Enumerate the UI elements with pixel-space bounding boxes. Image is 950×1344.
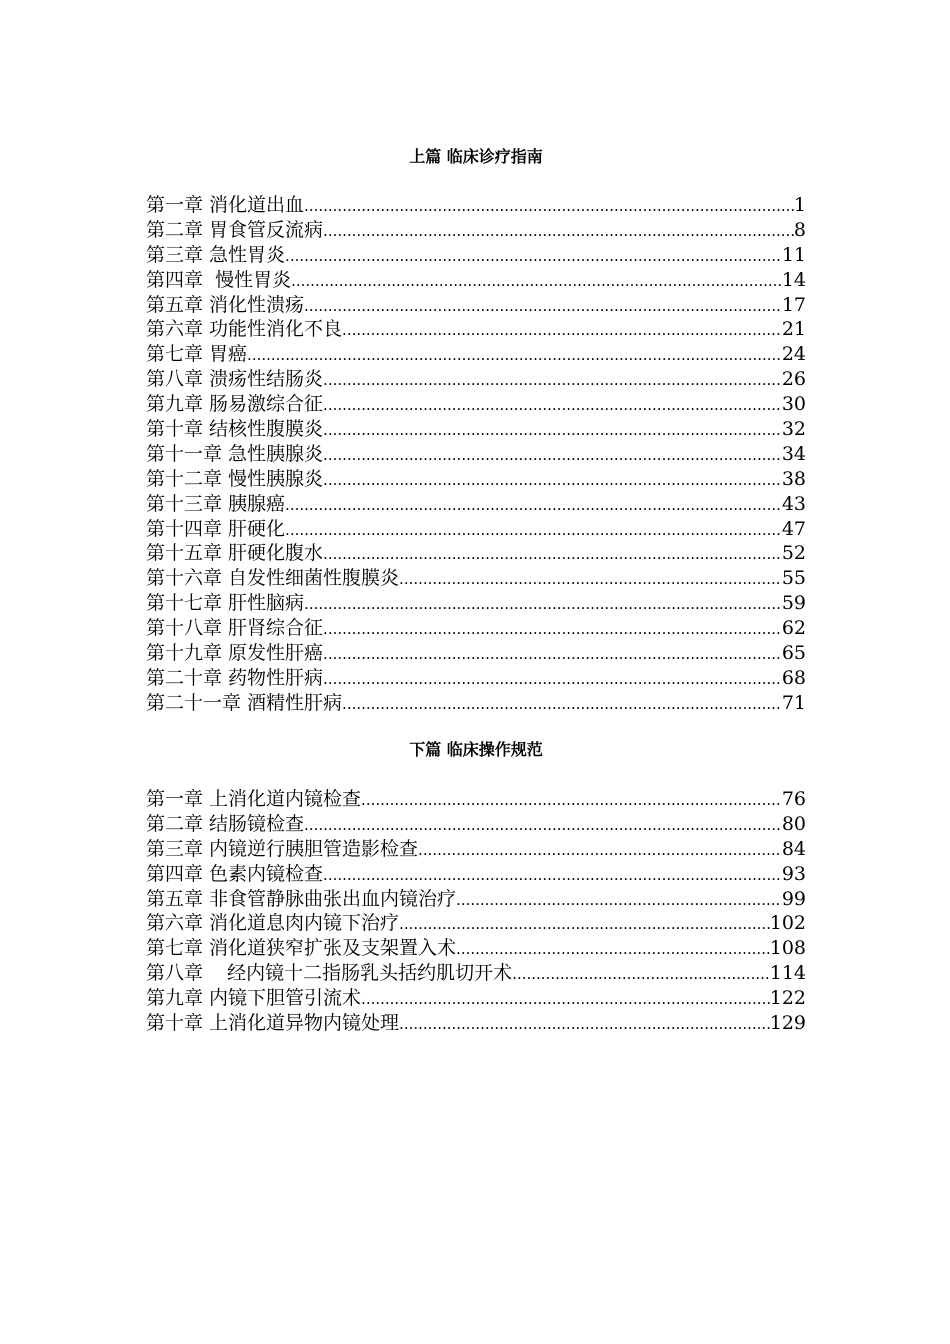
dot-leader [291, 269, 782, 294]
toc-entry-title: 第五章 非食管静脉曲张出血内镜治疗 [146, 887, 457, 910]
toc-entry-page: 59 [781, 592, 806, 615]
toc-entry[interactable] [146, 517, 806, 542]
toc-entry-title: 第十章 结核性腹膜炎 [146, 418, 324, 441]
toc-entry-title: 第三章 急性胃炎 [146, 243, 286, 266]
dot-leader [361, 788, 782, 813]
toc-entry-title: 第九章 肠易激综合征 [146, 393, 324, 416]
toc-entry-title: 第一章 上消化道内镜检查 [146, 788, 362, 810]
toc-entry[interactable] [146, 317, 806, 342]
dot-leader [512, 962, 770, 987]
toc-entry[interactable] [146, 367, 806, 392]
toc-entry-page: 34 [781, 442, 806, 465]
dot-leader [323, 863, 782, 888]
toc-entry-page: 99 [781, 887, 806, 910]
toc-entry[interactable] [146, 218, 806, 243]
toc-entry-title: 第八章 经内镜十二指肠乳头括约肌切开术 [146, 962, 513, 985]
dot-leader [456, 888, 782, 913]
toc-entry[interactable] [146, 641, 806, 666]
toc-entry-title: 第十二章 慢性胰腺炎 [146, 467, 324, 490]
toc-entry-page: 24 [781, 343, 806, 366]
toc-entry-page: 26 [781, 368, 806, 391]
toc-entry-page: 76 [781, 788, 806, 810]
toc-entry[interactable] [146, 666, 806, 691]
dot-leader [304, 194, 794, 219]
toc-entry[interactable] [146, 293, 806, 318]
toc-entry[interactable] [146, 541, 806, 566]
toc-list [146, 193, 806, 716]
toc-entry-page: 14 [781, 268, 806, 291]
toc-entry[interactable] [146, 691, 806, 716]
dot-leader [342, 318, 782, 343]
toc-entry[interactable] [146, 392, 806, 417]
toc-entry-page: 11 [781, 243, 806, 266]
toc-entry-title: 第十一章 急性胰腺炎 [146, 442, 324, 465]
dot-leader [304, 294, 782, 319]
toc-entry-page: 84 [781, 837, 806, 860]
dot-leader [285, 244, 782, 269]
toc-entry-page: 38 [781, 467, 806, 490]
dot-leader [304, 813, 782, 838]
toc-entry-title: 第五章 消化性溃疡 [146, 293, 305, 316]
toc-entry-title: 第三章 内镜逆行胰胆管造影检查 [146, 837, 419, 860]
toc-entry[interactable] [146, 566, 806, 591]
dot-leader [399, 567, 782, 592]
toc-entry-title: 第十五章 肝硬化腹水 [146, 542, 324, 565]
dot-leader [323, 393, 782, 418]
dot-leader [323, 219, 794, 244]
toc-entry-title: 第二十章 药物性肝病 [146, 666, 324, 689]
dot-leader [399, 912, 770, 937]
dot-leader [323, 468, 782, 493]
toc-entry-page: 129 [769, 1012, 806, 1035]
toc-entry[interactable] [146, 837, 806, 862]
section-heading: 上篇 临床诊疗指南 [409, 147, 543, 166]
toc-entry[interactable] [146, 911, 806, 936]
toc-entry-title: 第四章 色素内镜检查 [146, 862, 324, 885]
toc-entry-page: 102 [769, 912, 806, 935]
dot-leader [342, 692, 782, 717]
toc-section-clinical-guidelines [146, 147, 806, 716]
dot-leader [323, 542, 782, 567]
toc-entry-page: 52 [781, 542, 806, 565]
toc-entry-title: 第十章 上消化道异物内镜处理 [146, 1012, 400, 1035]
toc-entry-page: 1 [793, 194, 806, 216]
toc-entry-page: 55 [781, 567, 806, 590]
dot-leader [456, 937, 770, 962]
toc-entry-page: 21 [781, 318, 806, 341]
dot-leader [418, 838, 782, 863]
toc-entry-title: 第二章 胃食管反流病 [146, 218, 324, 241]
toc-entry-title: 第十四章 肝硬化 [146, 517, 286, 540]
toc-entry-page: 93 [781, 862, 806, 885]
toc-entry[interactable] [146, 616, 806, 641]
toc-entry-page: 32 [781, 418, 806, 441]
toc-entry-page: 122 [769, 987, 806, 1010]
toc-entry[interactable] [146, 862, 806, 887]
toc-entry-title: 第六章 功能性消化不良 [146, 318, 343, 341]
toc-entry-title: 第十六章 自发性细菌性腹膜炎 [146, 567, 400, 590]
toc-entry-page: 47 [781, 517, 806, 540]
toc-entry-title: 第十七章 肝性脑病 [146, 592, 305, 615]
toc-entry[interactable] [146, 193, 806, 218]
toc-entry[interactable] [146, 936, 806, 961]
toc-entry-title: 第八章 溃疡性结肠炎 [146, 368, 324, 391]
toc-entry-page: 62 [781, 617, 806, 640]
toc-entry[interactable] [146, 787, 806, 812]
toc-entry-title: 第七章 消化道狭窄扩张及支架置入术 [146, 937, 457, 960]
toc-entry[interactable] [146, 243, 806, 268]
dot-leader [323, 642, 782, 667]
toc-entry-title: 第七章 胃癌 [146, 343, 248, 366]
toc-entry[interactable] [146, 986, 806, 1011]
toc-entry[interactable] [146, 591, 806, 616]
toc-entry[interactable] [146, 342, 806, 367]
toc-entry-page: 71 [781, 691, 806, 714]
toc-entry[interactable] [146, 812, 806, 837]
dot-leader [285, 493, 782, 518]
toc-entry[interactable] [146, 268, 806, 293]
section-heading: 下篇 临床操作规范 [409, 740, 543, 759]
toc-entry[interactable] [146, 1011, 806, 1036]
toc-entry-title: 第十三章 胰腺癌 [146, 492, 286, 515]
dot-leader [323, 418, 782, 443]
dot-leader [304, 592, 782, 617]
toc-entry-title: 第二十一章 酒精性肝病 [146, 691, 343, 714]
toc-entry-title: 第二章 结肠镜检查 [146, 812, 305, 835]
dot-leader [323, 368, 782, 393]
toc-list [146, 787, 806, 1036]
dot-leader [323, 667, 782, 692]
toc-entry-title: 第一章 消化道出血 [146, 194, 305, 216]
toc-entry[interactable] [146, 442, 806, 467]
toc-entry-page: 68 [781, 666, 806, 689]
toc-entry[interactable] [146, 467, 806, 492]
dot-leader [247, 343, 782, 368]
dot-leader [285, 518, 782, 543]
toc-entry-title: 第十八章 肝肾综合征 [146, 617, 324, 640]
toc-entry-page: 17 [781, 293, 806, 316]
toc-entry-page: 80 [781, 812, 806, 835]
toc-entry-title: 第十九章 原发性肝癌 [146, 642, 324, 665]
toc-section-clinical-procedures [146, 740, 806, 1036]
toc-entry-title: 第四章 慢性胃炎 [146, 268, 292, 291]
dot-leader [323, 617, 782, 642]
dot-leader [323, 443, 782, 468]
toc-entry-page: 108 [769, 937, 806, 960]
dot-leader [399, 1012, 770, 1037]
toc-entry-page: 114 [769, 962, 806, 985]
toc-entry[interactable] [146, 961, 806, 986]
toc-entry-page: 30 [781, 393, 806, 416]
toc-entry[interactable] [146, 492, 806, 517]
toc-entry-page: 8 [793, 218, 806, 241]
toc-entry-page: 65 [781, 642, 806, 665]
dot-leader [361, 987, 770, 1012]
toc-entry[interactable] [146, 887, 806, 912]
toc-entry-title: 第九章 内镜下胆管引流术 [146, 987, 362, 1010]
toc-entry-page: 43 [781, 492, 806, 515]
toc-entry[interactable] [146, 417, 806, 442]
toc-entry-title: 第六章 消化道息肉内镜下治疗 [146, 912, 400, 935]
